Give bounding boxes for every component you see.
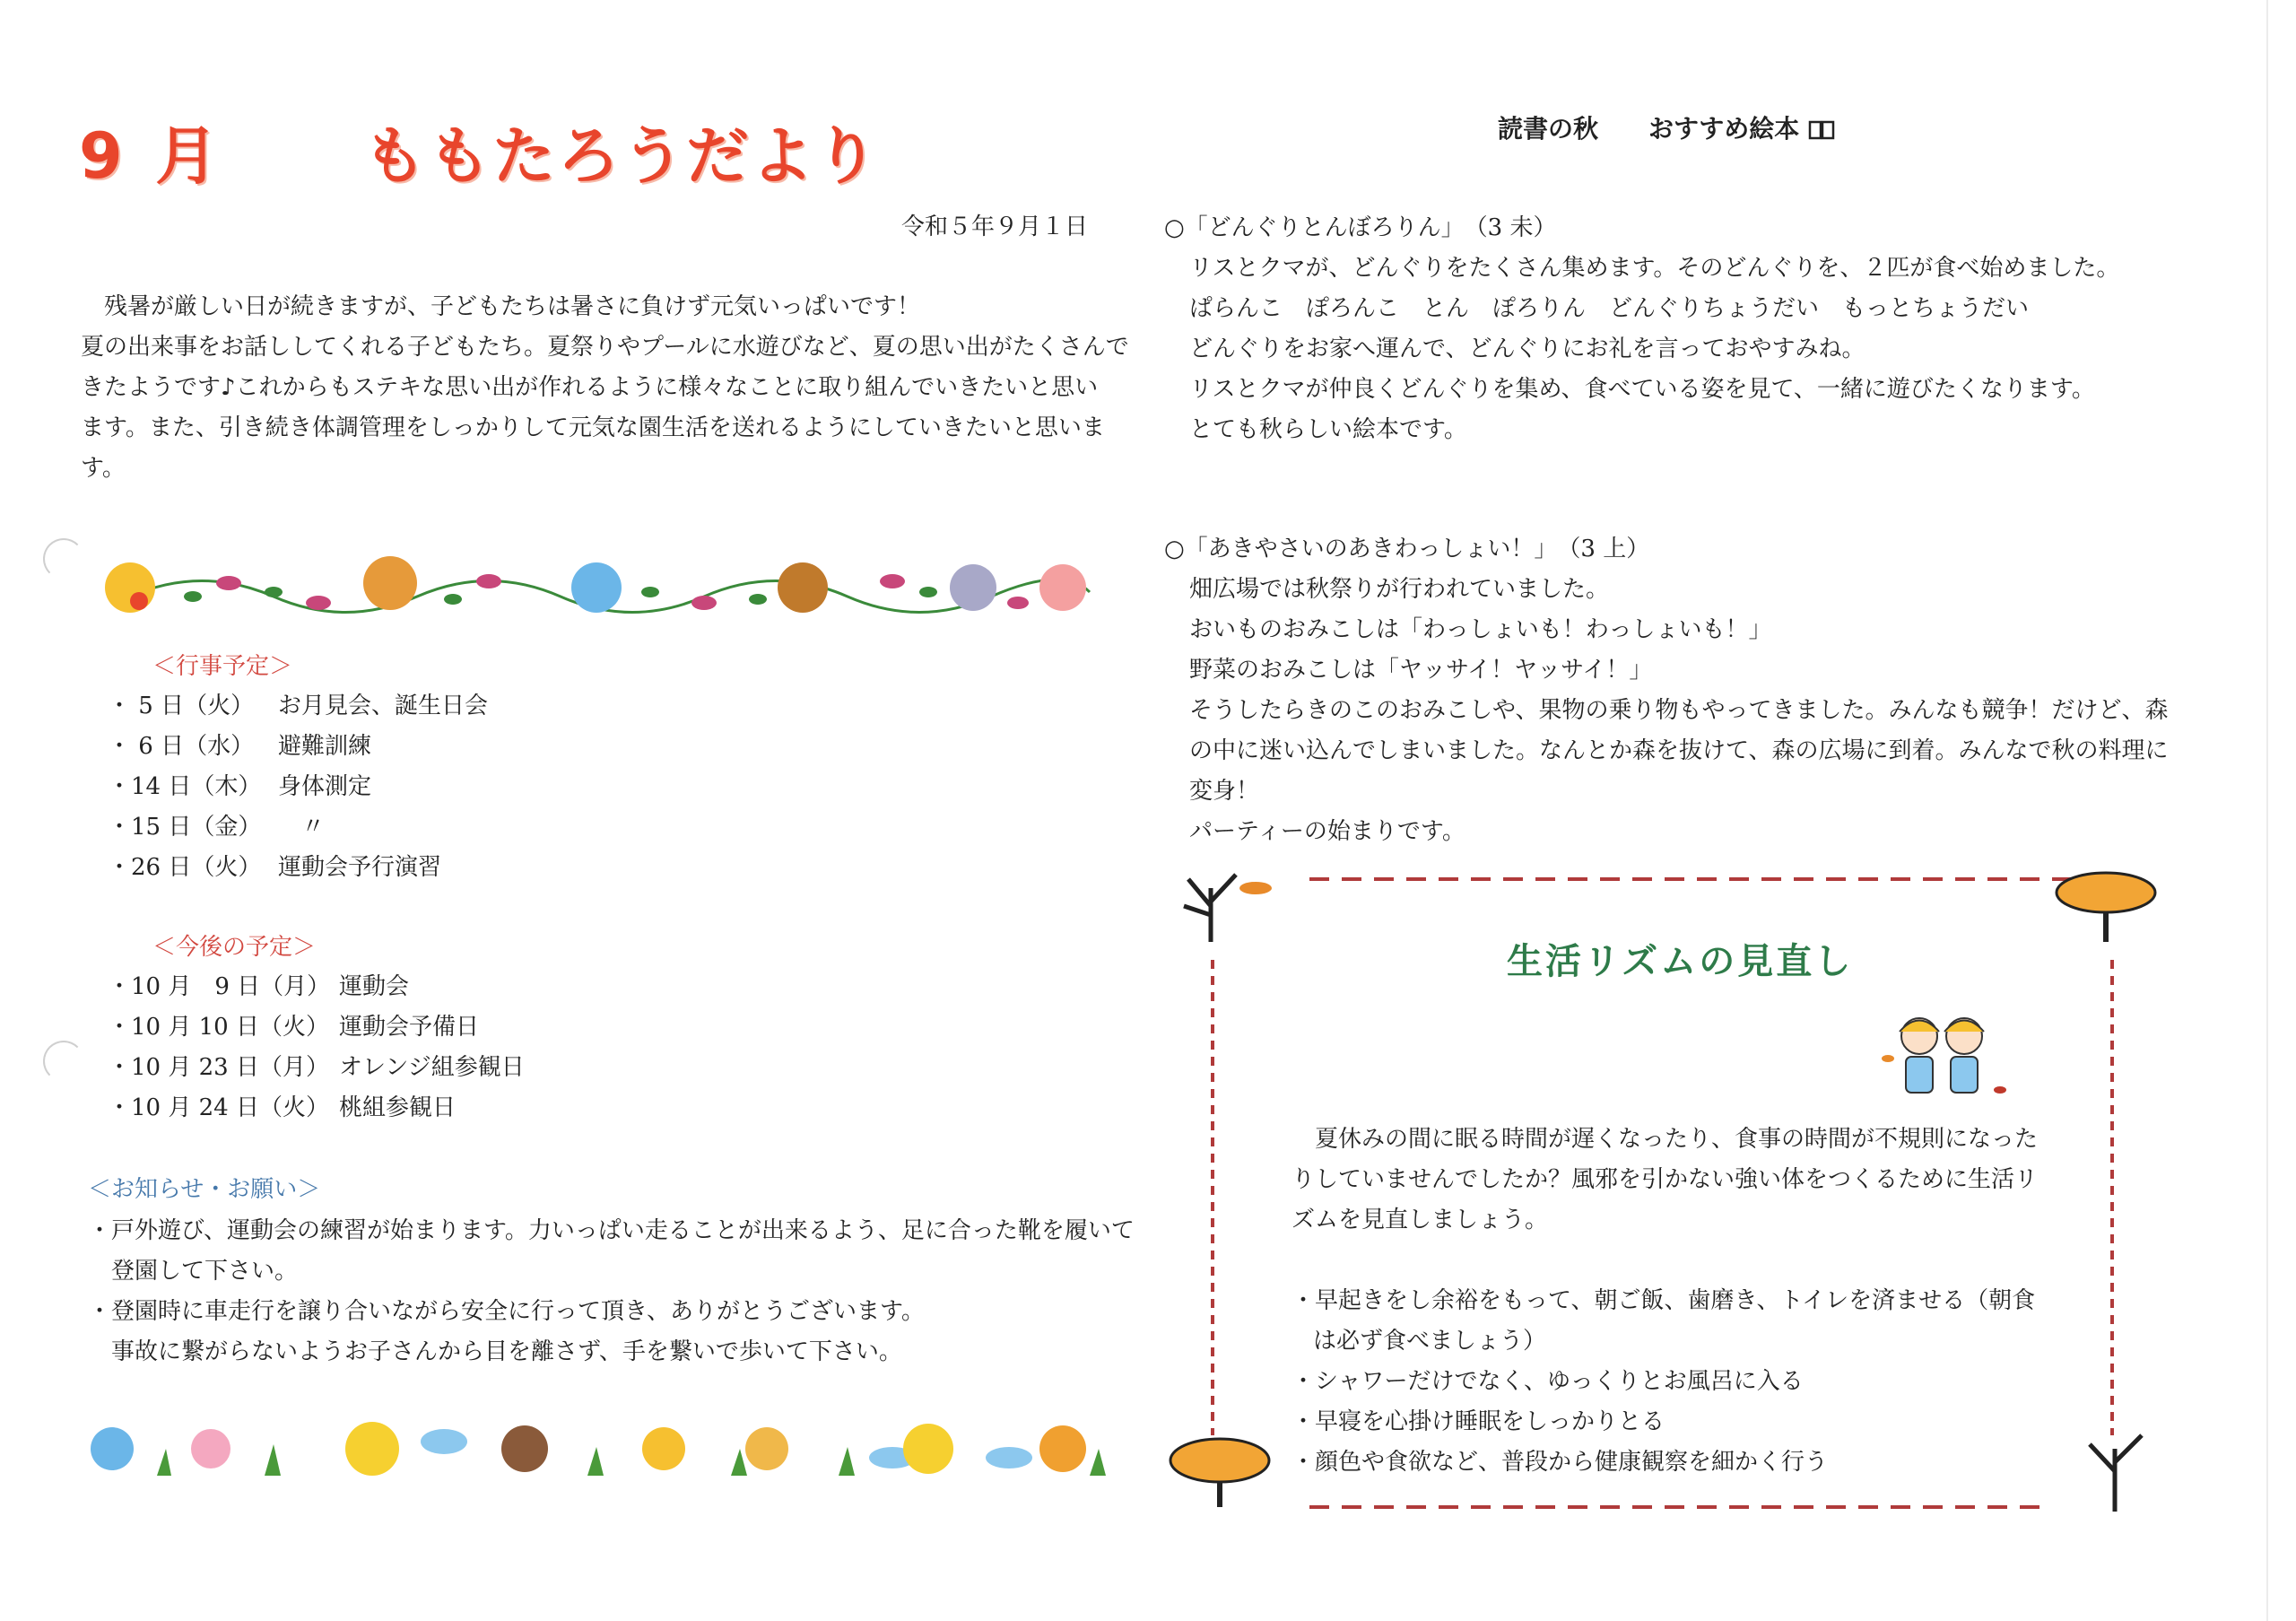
book-line: 野菜のおみこしは「ヤッサイ！ヤッサイ！」 bbox=[1189, 657, 1653, 684]
rhythm-intro-line: ズムを見直しましょう。 bbox=[1292, 1207, 1549, 1233]
animal-vine-border bbox=[94, 547, 1099, 628]
future-date: ・10 月 23 日（月） bbox=[108, 1054, 329, 1081]
event-label: お月見会、誕生日会 bbox=[278, 693, 489, 719]
book-section-heading bbox=[1498, 109, 1835, 145]
notice-line: 事故に繋がらないようお子さんから目を離さず、手を繋いで歩いて下さい。 bbox=[111, 1338, 902, 1365]
tree-icon bbox=[1170, 1439, 1269, 1507]
event-label: 身体測定 bbox=[278, 773, 372, 800]
newsletter-title: ももたろうだより bbox=[363, 119, 880, 193]
event-date: ・ 6 日（水） bbox=[108, 733, 255, 760]
animal-grass-border bbox=[85, 1413, 1126, 1485]
book-line: どんぐりをお家へ運んで、どんぐりにお礼を言っておやすみね。 bbox=[1189, 336, 1866, 362]
book-section-title: 読書の秋 おすすめ絵本 bbox=[1498, 114, 1800, 144]
tree-icon bbox=[2057, 873, 2155, 942]
rhythm-item: ・早寝を心掛け睡眠をしっかりとる bbox=[1292, 1408, 1665, 1435]
book-line: そうしたらきのこのおみこしや、果物の乗り物もやってきました。みんなも競争！だけど、森 bbox=[1189, 697, 2169, 724]
punch-hole-top bbox=[43, 538, 84, 580]
event-date: ・15 日（金） bbox=[108, 814, 262, 841]
future-label: オレンジ組参観日 bbox=[339, 1054, 525, 1081]
notice-line: ・登園時に車走行を譲り合いながら安全に行って頂き、ありがとうございます。 bbox=[88, 1298, 925, 1325]
rhythm-item: ・シャワーだけでなく、ゆっくりとお風呂に入る bbox=[1292, 1368, 1804, 1395]
rhythm-title: 生活リズムの見直し bbox=[1507, 941, 1854, 982]
notice-line: ・戸外遊び、運動会の練習が始まります。力いっぱい走ることが出来るよう、足に合った靴を履いて bbox=[88, 1217, 1135, 1244]
list-item bbox=[108, 1007, 525, 1048]
event-date: ・26 日（火） bbox=[108, 854, 262, 881]
rhythm-body bbox=[1292, 1120, 2054, 1483]
events-list bbox=[108, 686, 488, 888]
book-recommendation-2 bbox=[1164, 529, 2196, 852]
tree-icon bbox=[1184, 875, 1272, 942]
book-line: おいものおみこしは「わっしょいも！わっしょいも！」 bbox=[1189, 616, 1772, 643]
list-item bbox=[108, 727, 488, 767]
future-date: ・10 月 10 日（火） bbox=[108, 1014, 329, 1041]
children-icon bbox=[1874, 1005, 2018, 1112]
list-item bbox=[108, 767, 488, 807]
book-line: とても秋らしい絵本です。 bbox=[1189, 416, 1467, 443]
book-line: の中に迷い込んでしまいました。なんとか森を抜けて、森の広場に到着。みんなで秋の料理に bbox=[1189, 737, 2169, 764]
book-line: リスとクマが、どんぐりをたくさん集めます。そのどんぐりを、２匹が食べ始めました。 bbox=[1189, 255, 2120, 282]
event-date: ・14 日（木） bbox=[108, 773, 262, 800]
book-line: ぱらんこ ぽろんこ とん ぽろりん どんぐりちょうだい もっとちょうだい bbox=[1189, 295, 2030, 322]
event-label: 〃 bbox=[278, 814, 326, 841]
intro-line: 残暑が厳しい日が続きますが、子どもたちは暑さに負けず元気いっぱいです！ bbox=[81, 293, 921, 320]
future-label: 運動会予備日 bbox=[339, 1014, 480, 1041]
list-item bbox=[108, 1048, 525, 1088]
rhythm-intro-line: りしていませんでしたか？風邪を引かない強い体をつくるために生活リ bbox=[1292, 1166, 2039, 1193]
events-heading: ＜行事予定＞ bbox=[152, 653, 293, 680]
tree-icon bbox=[2090, 1435, 2142, 1512]
book-line: パーティーの始まりです。 bbox=[1189, 818, 1465, 845]
event-label: 運動会予行演習 bbox=[278, 854, 442, 881]
future-label: 運動会 bbox=[339, 973, 410, 1000]
book-title: ○「あきやさいのあきわっしょい！」 （3 上） bbox=[1164, 536, 1650, 562]
book-recommendation-1 bbox=[1164, 208, 2196, 450]
notice-heading: ＜お知らせ・お願い＞ bbox=[88, 1176, 321, 1203]
intro-line: す。 bbox=[81, 455, 126, 482]
list-item bbox=[108, 967, 525, 1007]
month-title: 9 月 bbox=[79, 119, 224, 193]
future-date: ・10 月 9 日（月） bbox=[108, 973, 331, 1000]
book-line: 変身！ bbox=[1189, 778, 1260, 805]
scan-edge bbox=[2266, 0, 2268, 1621]
future-label: 桃組参観日 bbox=[339, 1094, 457, 1121]
future-list bbox=[108, 967, 525, 1129]
list-item bbox=[108, 686, 488, 727]
list-item bbox=[108, 807, 488, 848]
intro-line: 夏の出来事をお話ししてくれる子どもたち。夏祭りやプールに水遊びなど、夏の思い出がたくさんで bbox=[81, 334, 1129, 361]
book-title: ○「どんぐりとんぼろりん」 （3 未） bbox=[1164, 214, 1557, 241]
event-label: 避難訓練 bbox=[278, 733, 372, 760]
intro-line: きたようです♪これからもステキな思い出が作れるように様々なことに取り組んでいきたいと思い bbox=[81, 374, 1099, 401]
notice-line: 登園して下さい。 bbox=[111, 1258, 299, 1285]
book-line: リスとクマが仲良くどんぐりを集め、食べている姿を見て、一緒に遊びたくなります。 bbox=[1189, 376, 2095, 403]
issue-date: 令和５年９月１日 bbox=[901, 214, 1089, 240]
list-item bbox=[108, 1088, 525, 1129]
punch-hole-bottom bbox=[43, 1041, 84, 1082]
book-line: 畑広場では秋祭りが行われていました。 bbox=[1189, 576, 1610, 603]
rhythm-item: ・早起きをし余裕をもって、朝ご飯、歯磨き、トイレを済ませる（朝食 bbox=[1292, 1287, 2036, 1314]
future-heading: ＜今後の予定＞ bbox=[152, 934, 317, 961]
intro-line: ます。また、引き続き体調管理をしっかりして元気な園生活を送れるようにしていきたいと思いま bbox=[81, 414, 1105, 441]
rhythm-item: ・顔色や食欲など、普段から健康観察を細かく行う bbox=[1292, 1449, 1829, 1476]
intro-paragraph bbox=[81, 287, 1130, 489]
book-icon bbox=[1808, 119, 1835, 141]
rhythm-item: は必ず食べましょう） bbox=[1313, 1328, 1547, 1355]
notice-body bbox=[88, 1211, 1137, 1373]
rhythm-intro-line: 夏休みの間に眠る時間が遅くなったり、食事の時間が不規則になった bbox=[1292, 1126, 2039, 1153]
list-item bbox=[108, 848, 488, 888]
future-date: ・10 月 24 日（火） bbox=[108, 1094, 329, 1121]
event-date: ・ 5 日（火） bbox=[108, 693, 255, 719]
